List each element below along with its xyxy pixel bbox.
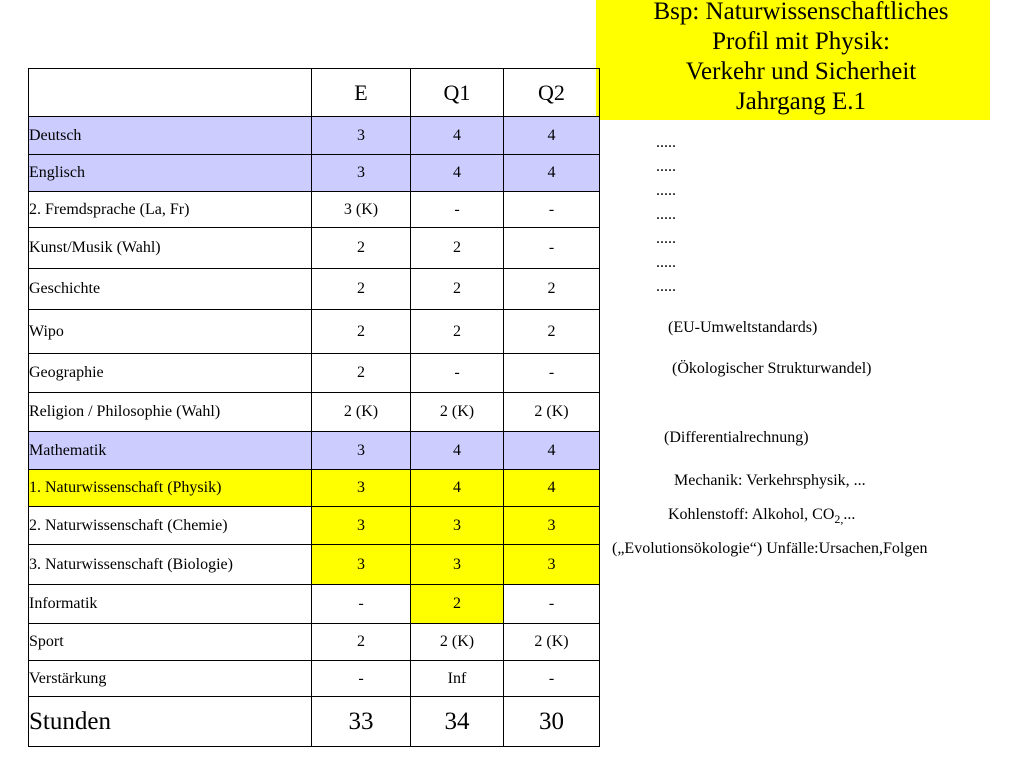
hours-q1-cell: -	[411, 354, 504, 393]
table-row	[29, 432, 600, 470]
note-carbon-subscript: 2,	[834, 512, 844, 527]
table-row	[29, 192, 600, 228]
hours-e-cell: -	[312, 661, 411, 697]
hours-e-cell: 2 (K)	[312, 393, 411, 432]
header-cell-empty	[29, 69, 312, 117]
hours-q2-cell: -	[504, 661, 600, 697]
hours-q1-cell: 3	[411, 507, 504, 545]
table-row	[29, 393, 600, 432]
subject-cell: Deutsch	[29, 117, 312, 155]
total-label-cell: Stunden	[29, 697, 312, 747]
subject-cell: 1. Naturwissenschaft (Physik)	[29, 470, 312, 507]
table-header-row	[29, 69, 600, 117]
placeholder-dots: .....	[656, 278, 676, 295]
hours-q1-cell: 2 (K)	[411, 393, 504, 432]
table-row	[29, 585, 600, 624]
hours-q1-cell: 2	[411, 310, 504, 354]
table-row	[29, 354, 600, 393]
hours-q2-cell: -	[504, 192, 600, 228]
hours-e-cell: 3	[312, 545, 411, 585]
hours-e-cell: 2	[312, 624, 411, 661]
subject-cell: Mathematik	[29, 432, 312, 470]
total-q1-cell: 34	[411, 697, 504, 747]
subject-cell: Sport	[29, 624, 312, 661]
hours-q1-cell: -	[411, 192, 504, 228]
hours-q2-cell: 3	[504, 507, 600, 545]
title-line-2: Profil mit Physik:	[712, 28, 890, 55]
subject-cell: Religion / Philosophie (Wahl)	[29, 393, 312, 432]
table-row	[29, 269, 600, 310]
hours-q2-cell: -	[504, 585, 600, 624]
table-row	[29, 310, 600, 354]
hours-q2-cell: 4	[504, 470, 600, 507]
placeholder-dots: .....	[656, 134, 676, 151]
hours-q2-cell: 4	[504, 117, 600, 155]
total-e-cell: 33	[312, 697, 411, 747]
placeholder-dots: .....	[656, 158, 676, 175]
note-structural-change: (Ökologischer Strukturwandel)	[672, 360, 872, 377]
hours-q2-cell: 2 (K)	[504, 393, 600, 432]
table-total-row	[29, 697, 600, 747]
title-line-3: Verkehr und Sicherheit	[685, 58, 917, 85]
hours-e-cell: 3	[312, 117, 411, 155]
table-row	[29, 117, 600, 155]
hours-e-cell: 3	[312, 507, 411, 545]
placeholder-dots: .....	[656, 182, 676, 199]
hours-q2-cell: 4	[504, 432, 600, 470]
hours-q2-cell: 2	[504, 310, 600, 354]
hours-q1-cell: 4	[411, 117, 504, 155]
table-row	[29, 155, 600, 192]
header-cell-e: E	[312, 69, 411, 117]
note-carbon-main: Kohlenstoff: Alkohol, CO	[668, 506, 835, 523]
subject-cell: Wipo	[29, 310, 312, 354]
hours-q2-cell: 2 (K)	[504, 624, 600, 661]
table-row	[29, 624, 600, 661]
hours-q2-cell: -	[504, 228, 600, 269]
lesson-hours-table	[28, 68, 600, 747]
placeholder-dots: .....	[656, 254, 676, 271]
hours-q1-cell: 2	[411, 585, 504, 624]
hours-q1-cell: 4	[411, 470, 504, 507]
hours-e-cell: -	[312, 585, 411, 624]
hours-q1-cell: 4	[411, 432, 504, 470]
hours-e-cell: 2	[312, 354, 411, 393]
note-carbon	[668, 505, 855, 529]
note-eu-standards: (EU-Umweltstandards)	[668, 319, 818, 336]
hours-e-cell: 2	[312, 269, 411, 310]
title-line-4: Jahrgang E.1	[735, 88, 867, 115]
hours-q2-cell: 4	[504, 155, 600, 192]
hours-e-cell: 3	[312, 470, 411, 507]
subject-cell: Geschichte	[29, 269, 312, 310]
title-line-1: Bsp: Naturwissenschaftliches	[653, 0, 949, 25]
placeholder-dots: .....	[656, 206, 676, 223]
total-q2-cell: 30	[504, 697, 600, 747]
note-evolution: („Evolutionsökologie“) Unfälle:Ursachen,Folgen	[612, 540, 928, 557]
hours-e-cell: 2	[312, 228, 411, 269]
hours-q1-cell: Inf	[411, 661, 504, 697]
hours-q1-cell: 3	[411, 545, 504, 585]
subject-cell: Geographie	[29, 354, 312, 393]
subject-cell: Informatik	[29, 585, 312, 624]
hours-q1-cell: 4	[411, 155, 504, 192]
table-row	[29, 228, 600, 269]
hours-q1-cell: 2 (K)	[411, 624, 504, 661]
hours-q2-cell: 3	[504, 545, 600, 585]
note-carbon-tail: ...	[843, 506, 856, 523]
placeholder-dots: .....	[656, 230, 676, 247]
note-differential-calculus: (Differentialrechnung)	[664, 429, 809, 446]
hours-q2-cell: 2	[504, 269, 600, 310]
hours-q1-cell: 2	[411, 269, 504, 310]
subject-cell: 2. Naturwissenschaft (Chemie)	[29, 507, 312, 545]
subject-cell: 3. Naturwissenschaft (Biologie)	[29, 545, 312, 585]
hours-e-cell: 3 (K)	[312, 192, 411, 228]
table-row	[29, 507, 600, 545]
subject-cell: Englisch	[29, 155, 312, 192]
header-cell-q2: Q2	[504, 69, 600, 117]
header-cell-q1: Q1	[411, 69, 504, 117]
subject-cell: Verstärkung	[29, 661, 312, 697]
subject-cell: Kunst/Musik (Wahl)	[29, 228, 312, 269]
hours-e-cell: 3	[312, 155, 411, 192]
table-row	[29, 661, 600, 697]
hours-e-cell: 2	[312, 310, 411, 354]
hours-q2-cell: -	[504, 354, 600, 393]
hours-q1-cell: 2	[411, 228, 504, 269]
table-row	[29, 545, 600, 585]
table-row	[29, 470, 600, 507]
hours-e-cell: 3	[312, 432, 411, 470]
subject-cell: 2. Fremdsprache (La, Fr)	[29, 192, 312, 228]
note-mechanics: Mechanik: Verkehrsphysik, ...	[674, 472, 866, 489]
